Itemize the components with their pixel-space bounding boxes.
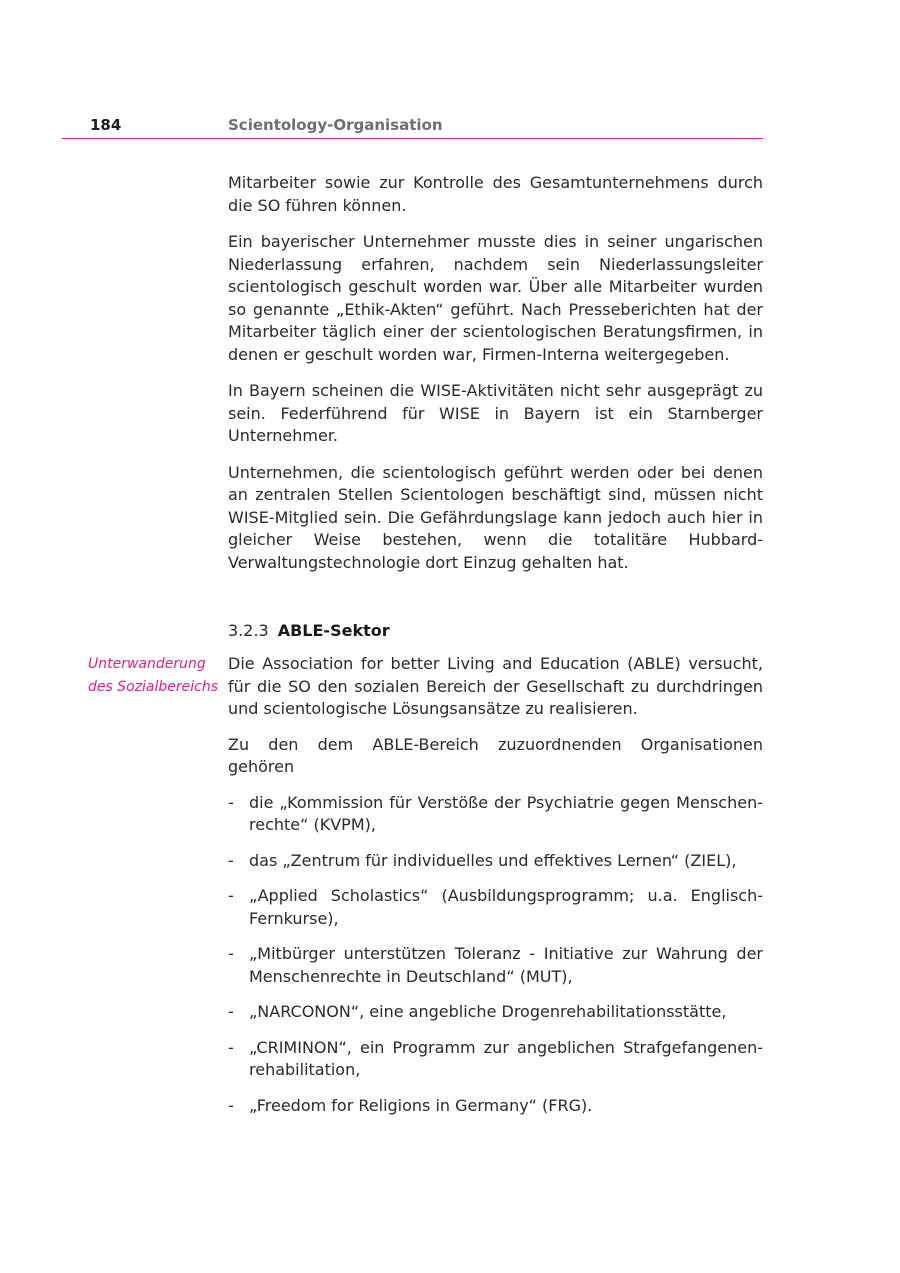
paragraph-2: Ein bayerischer Unternehmer musste dies in seiner ungarischen Niederlassung erfahren, nachdem sein Niederlassungsleiter scientologisch geschult worden war. Über alle Mitarbeiter wurden so genannte „Ethik-Akten“ geführt. Nach Presseberichten hat der Mitarbeiter täglich einer der scientologischen Beratungsfirmen, in denen er geschult worden war, Firmen-Interna weitergegeben. bbox=[228, 232, 763, 364]
list-item-text: „Mitbürger unterstützen Toleranz - Initiative zur Wahrung der Menschenrechte in Deutschland“ (MUT), bbox=[249, 944, 763, 986]
running-title: Scientology-Organisation bbox=[228, 116, 443, 134]
list-item bbox=[228, 850, 763, 873]
list-item-text: „NARCONON“, eine angebliche Drogenrehabilitationsstätte, bbox=[249, 1002, 727, 1021]
dash-bullet: - bbox=[228, 886, 234, 905]
dash-bullet: - bbox=[228, 850, 234, 870]
list-item-text: die „Kommission für Verstöße der Psychiatrie gegen Menschenrechte“ (KVPM), bbox=[249, 792, 763, 834]
list-item bbox=[228, 1037, 763, 1082]
paragraph-4: Unternehmen, die scientologisch geführt werden oder bei denen an zentralen Stellen Scientologen beschäftigt sind, müssen nicht WISE-Mitglied sein. Die Gefährdungslage kann jedoch auch hier in gleicher Weise bestehen, wenn die totalitäre Hubbard-Verwaltungstechnologie dort Einzug gehalten hat. bbox=[228, 462, 763, 572]
margin-note bbox=[88, 653, 220, 698]
list-item bbox=[228, 943, 763, 988]
dash-bullet: - bbox=[228, 792, 234, 812]
dash-bullet: - bbox=[228, 944, 234, 963]
dash-bullet: - bbox=[228, 1002, 234, 1021]
list-item-text: „CRIMINON“, ein Programm zur angeblichen Strafgefangenenrehabilitation, bbox=[249, 1037, 763, 1079]
margin-note-line-2: des Sozialbereichs bbox=[88, 678, 219, 695]
margin-note-line-1: Unterwanderung bbox=[88, 656, 206, 672]
section-number: 3.2.3 bbox=[228, 621, 269, 640]
section-intro: Die Association for better Living and Education (ABLE) versucht, für die SO den sozialen Bereich der Gesellschaft zu durchdringen und scientologische Lösungsansätze zu realisieren. bbox=[228, 654, 763, 718]
section-title: ABLE-Sektor bbox=[277, 621, 390, 640]
organisation-list bbox=[228, 792, 763, 1118]
body-text bbox=[228, 172, 763, 588]
list-item-text: „Applied Scholastics“ (Ausbildungsprogramm; u.a. Englisch-Fernkurse), bbox=[249, 886, 763, 928]
section-heading bbox=[228, 620, 390, 642]
list-item-text: das „Zentrum für individuelles und effektives Lernen“ (ZIEL), bbox=[249, 850, 737, 870]
page-number: 184 bbox=[90, 116, 122, 134]
list-item bbox=[228, 792, 763, 837]
paragraph-3: In Bayern scheinen die WISE-Aktivitäten nicht sehr ausgeprägt zu sein. Federführend für WISE in Bayern ist ein Starnberger Unternehmer. bbox=[228, 381, 763, 445]
list-item bbox=[228, 1001, 763, 1024]
running-header bbox=[62, 114, 763, 139]
dash-bullet: - bbox=[228, 1037, 234, 1057]
paragraph-1: Mitarbeiter sowie zur Kontrolle des Gesamtunternehmens durch die SO führen können. bbox=[228, 173, 763, 215]
list-item bbox=[228, 1095, 763, 1118]
list-intro: Zu den dem ABLE-Bereich zuzuordnenden Organisationen gehören bbox=[228, 734, 763, 776]
dash-bullet: - bbox=[228, 1095, 234, 1115]
list-item-text: „Freedom for Religions in Germany“ (FRG). bbox=[249, 1095, 593, 1115]
section-body bbox=[228, 653, 763, 1130]
list-item bbox=[228, 885, 763, 930]
